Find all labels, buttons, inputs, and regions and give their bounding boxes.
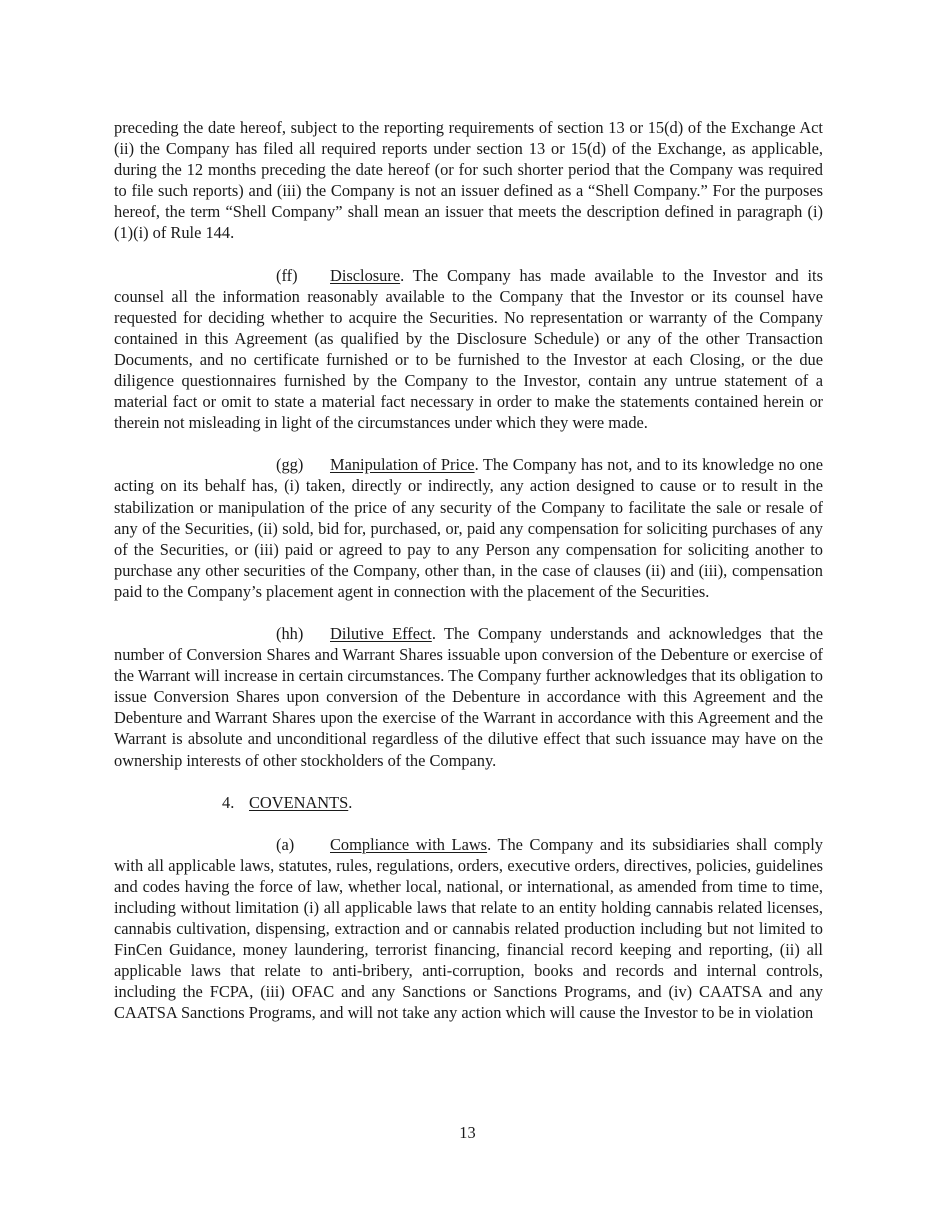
section-a-heading: Compliance with Laws xyxy=(330,834,488,854)
paragraph-spacer xyxy=(114,602,823,623)
paragraph-spacer xyxy=(114,771,823,792)
section-4-heading xyxy=(114,792,823,813)
paragraph-spacer xyxy=(114,433,823,454)
section-a-paragraph xyxy=(114,834,823,1024)
section-ff-label: (ff) xyxy=(276,265,298,285)
paragraph-spacer xyxy=(114,244,823,265)
section-hh-label: (hh) xyxy=(276,623,304,643)
section-gg-body: . The Company has not, and to its knowledge no one acting on its behalf has, (i) taken, directly or indirectly, any action designed to cause or to result in the stabilization or manipulation of the price of any security of the Company to facilitate the sale or resale of any of the Securities, (ii) sold, bid for, purchased, or, paid any compensation for soliciting purchases of any of the Securities, or (iii) paid or agreed to pay to any Person any compensation for soliciting another to purchase any other securities of the Company, other than, in the case of clauses (ii) and (iii), compensation paid to the Company’s placement agent in connection with the placement of the Securities. xyxy=(114,455,824,601)
section-gg-heading: Manipulation of Price xyxy=(330,455,475,475)
section-hh-body: . The Company understands and acknowledges that the number of Conversion Shares and Warrant Shares issuable upon conversion of the Debenture or exercise of the Warrant will increase in certain circumstances. The Company further acknowledges that its obligation to issue Conversion Shares upon conversion of the Debenture in accordance with this Agreement and the Debenture and Warrant Shares upon the exercise of the Warrant in accordance with this Agreement and the Warrant is absolute and unconditional regardless of the dilutive effect that such issuance may have on the ownership interests of other stockholders of the Company. xyxy=(114,623,823,770)
section-a-label: (a) xyxy=(276,834,295,854)
section-gg-paragraph xyxy=(114,454,823,602)
section-hh-paragraph xyxy=(114,623,823,771)
section-4-title-suffix: . xyxy=(348,792,353,812)
section-4-number: 4. xyxy=(222,792,235,812)
section-ff-body: . The Company has made available to the Investor and its counsel all the information reasonably available to the Company that the Investor or its counsel have requested for deciding whether to acquire the Securities. No representation or warranty of the Company contained in this Agreement (as qualified by the Disclosure Schedule) or any of the other Transaction Documents, and no certificate furnished or to be furnished to the Investor at each Closing, or the due diligence questionnaires furnished by the Company to the Investor, contain any untrue statement of a material fact or omit to state a material fact necessary in order to make the statements contained herein or therein not misleading in light of the circumstances under which they were made. xyxy=(114,265,823,433)
document-page xyxy=(114,117,823,1024)
section-ff-heading: Disclosure xyxy=(330,265,401,285)
section-gg-label: (gg) xyxy=(276,455,304,475)
paragraph-spacer xyxy=(114,813,823,834)
section-a-body: . The Company and its subsidiaries shall comply with all applicable laws, statutes, rules, regulations, orders, executive orders, directives, policies, guidelines and codes having the force of law, whether local, national, or international, as amended from time to time, including without limitation (i) all applicable laws that relate to an entity holding cannabis related licenses, cannabis cultivation, dispensing, extraction and or cannabis related production including but not limited to FinCen Guidance, money laundering, terrorist financing, financial record keeping and reporting, (ii) all applicable laws that relate to anti-bribery, anti-corruption, books and records and internal controls, including the FCPA, (iii) OFAC and any Sanctions or Sanctions Programs, and (iv) CAATSA and any CAATSA Sanctions Programs, and will not take any action which will cause the Investor to be in violation xyxy=(114,834,823,1023)
section-hh-heading: Dilutive Effect xyxy=(330,623,432,643)
intro-paragraph: preceding the date hereof, subject to the reporting requirements of section 13 or 15(d) of the Exchange Act (ii) the Company has filed all required reports under section 13 or 15(d) of the Exchange, as applicable, during the 12 months preceding the date hereof (or for such shorter period that the Company was required to file such reports) and (iii) the Company is not an issuer defined as a “Shell Company.” For the purposes hereof, the term “Shell Company” shall mean an issuer that meets the description defined in paragraph (i)(1)(i) of Rule 144. xyxy=(114,118,823,243)
section-ff-paragraph xyxy=(114,265,823,434)
section-4-title: COVENANTS xyxy=(249,792,349,812)
page-number: 13 xyxy=(459,1123,476,1142)
